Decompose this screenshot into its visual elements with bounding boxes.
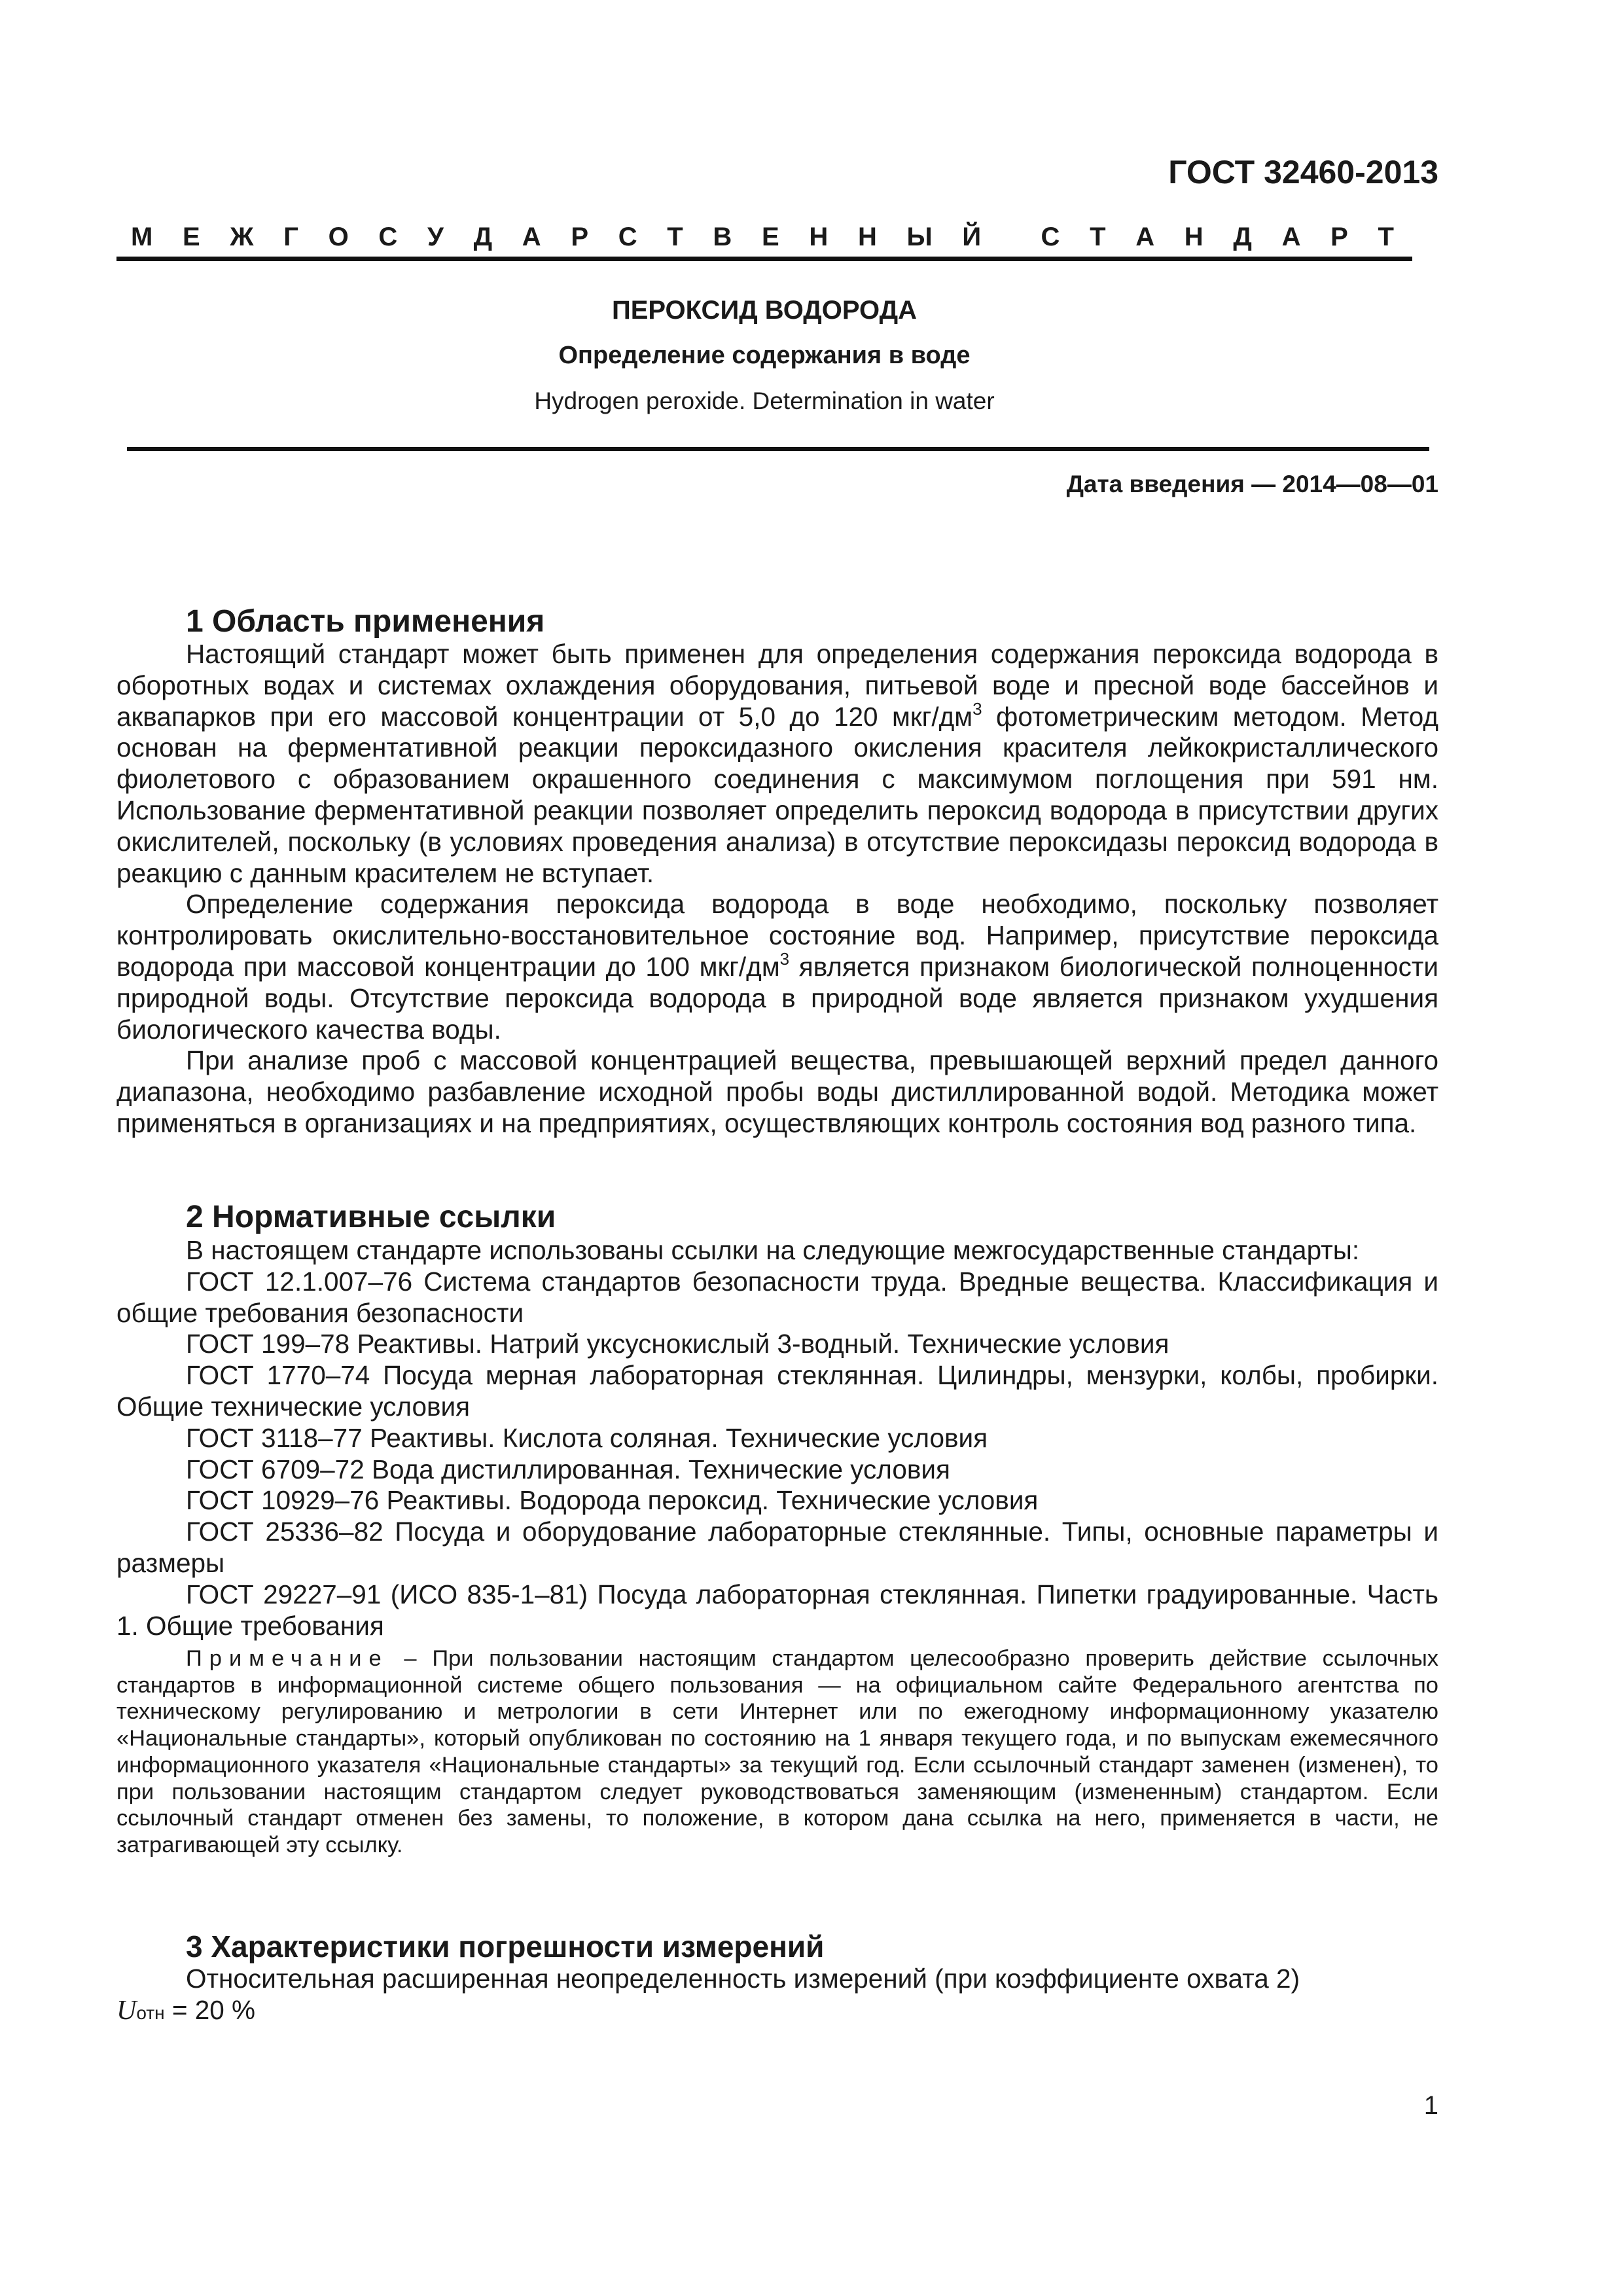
reference-item: ГОСТ 3118–77 Реактивы. Кислота соляная. Технические условия	[186, 1422, 988, 1453]
reference-item: ГОСТ 1770–74 Посуда мерная лабораторная стеклянная. Цилиндры, мензурки, колбы, пробирки. Общие технические условия	[116, 1360, 1438, 1422]
standard-subtitle: Определение содержания в воде	[558, 342, 971, 369]
banner-letter: Г	[283, 223, 298, 251]
banner-letter: А	[1281, 223, 1301, 251]
banner-letter: В	[713, 223, 732, 251]
banner-letter: Й	[962, 223, 982, 251]
header-rule	[116, 257, 1412, 261]
banner-letter: А	[522, 223, 541, 251]
note-text: – При пользовании настоящим стандартом целесообразно проверить действие ссылочных стандартов в информационной системе общего пользования — на официальном сайте Федерального агентства по техническому регулированию и метрологии в сети Интернет или по ежегодному информационному указателю «Национальные стандарты», который опубликован по состоянию на 1 января текущего года, и по выпускам ежемесячного информационного указателя «Национальные стандарты» за текущий год. Если ссылочный стандарт заменен (изменен), то при пользовании настоящим стандартом следует руководствоваться заменяющим (измененным) стандартом. Если ссылочный стандарт отменен без замены, то положение, в котором дана ссылка на него, применяется в части, не затрагивающей эту ссылку.	[116, 1646, 1438, 1857]
banner-letter: Ы	[906, 223, 933, 251]
reference-item: ГОСТ 29227–91 (ИСО 835-1–81) Посуда лабораторная стеклянная. Пипетки градуированные. Часть 1. Общие требования	[116, 1579, 1438, 1641]
section-2-heading: 2 Нормативные ссылки	[186, 1200, 556, 1234]
paragraph-text: Настоящий стандарт может быть применен для определения содержания пероксида водорода в оборотных водах и системах охлаждения оборудования, питьевой воде и пресной воде бассейнов и аквапарков при его массовой концентрации от 5,0 до 120 мкг/дм	[116, 639, 1438, 732]
superscript: 3	[972, 698, 982, 719]
banner-letter: Е	[762, 223, 779, 251]
banner-letter: Р	[1330, 223, 1348, 251]
reference-item: ГОСТ 199–78 Реактивы. Натрий уксуснокислый 3-водный. Технические условия	[186, 1329, 1169, 1359]
banner-letter: Н	[809, 223, 829, 251]
document-number: ГОСТ 32460-2013	[1168, 154, 1438, 190]
section-3-paragraph: Относительная расширенная неопределенность измерений (при коэффициенте охвата 2)	[186, 1964, 1300, 1994]
banner-letter: М	[131, 223, 153, 251]
u-value: = 20 %	[164, 1994, 256, 2025]
reference-item: ГОСТ 25336–82 Посуда и оборудование лабораторные стеклянные. Типы, основные параметры и размеры	[116, 1516, 1438, 1578]
banner-letter: Е	[183, 223, 200, 251]
section-1-body	[116, 639, 1438, 1139]
banner-letter: А	[1135, 223, 1155, 251]
section-3-heading: 3 Характеристики погрешности измерений	[186, 1929, 825, 1964]
section-3-body	[116, 1964, 1438, 2029]
banner-letter: Т	[1090, 223, 1106, 251]
section-1-paragraph	[116, 889, 1438, 1045]
uncertainty-value	[116, 1995, 1438, 2029]
banner-letter: Н	[1184, 223, 1204, 251]
banner-letter: Т	[1378, 223, 1394, 251]
section-2-intro: В настоящем стандарте использованы ссылки на следующие межгосударственные стандарты:	[186, 1235, 1360, 1265]
reference-item: ГОСТ 10929–76 Реактивы. Водорода пероксид. Технические условия	[186, 1485, 1039, 1516]
u-symbol: U	[116, 1995, 137, 2026]
banner-letter: С	[618, 223, 637, 251]
banner-letter: Н	[857, 223, 877, 251]
banner-letter: О	[328, 223, 349, 251]
section-1-heading: 1 Область применения	[186, 604, 545, 639]
standard-title-english: Hydrogen peroxide. Determination in water	[534, 387, 995, 414]
section-1-paragraph: При анализе проб с массовой концентрацией вещества, превышающей верхний предел данного диапазона, необходимо разбавление исходной пробы воды дистиллированной водой. Методика может применяться в организациях и на предприятиях, осуществляющих контроль состояния вод разного типа.	[116, 1045, 1438, 1138]
section-1-paragraph	[116, 639, 1438, 889]
paragraph-text: является признаком биологической полноценности природной воды. Отсутствие пероксида водорода в природной воде является признаком ухудшения биологического качества воды.	[116, 951, 1438, 1045]
paragraph-text: фотометрическим методом. Метод основан на ферментативной реакции пероксидазного окисления красителя лейкокристаллического фиолетового с образованием окрашенного соединения с максимумом поглощения при 591 нм. Использование ферментативной реакции позволяет определить пероксид водорода в присутствии других окислителей, поскольку (в условиях проведения анализа) в отсутствие пероксидазы пероксид водорода в реакцию с данным красителем не вступает.	[116, 701, 1438, 888]
note-paragraph	[116, 1645, 1438, 1859]
standard-title: ПЕРОКСИД ВОДОРОДА	[611, 296, 918, 325]
superscript: 3	[779, 948, 790, 969]
title-rule	[127, 447, 1429, 451]
page-number: 1	[1423, 2091, 1438, 2120]
banner-letter: У	[427, 223, 444, 251]
banner-letter: С	[378, 223, 398, 251]
section-2-note	[116, 1645, 1438, 1859]
u-subscript: отн	[136, 2002, 165, 2023]
introduction-date: Дата введения — 2014—08—01	[1066, 471, 1438, 497]
banner-letter: Д	[473, 223, 493, 251]
banner-letter: Д	[1233, 223, 1252, 251]
banner-letter: Т	[667, 223, 683, 251]
banner-letter: Ж	[230, 223, 254, 251]
reference-item: ГОСТ 6709–72 Вода дистиллированная. Технические условия	[186, 1454, 950, 1484]
banner-letter: Р	[571, 223, 589, 251]
note-label: Примечание	[186, 1646, 389, 1671]
section-2-body	[116, 1235, 1438, 1641]
banner-letter: С	[1041, 223, 1060, 251]
interstate-standard-banner	[131, 223, 1394, 252]
reference-item: ГОСТ 12.1.007–76 Система стандартов безопасности труда. Вредные вещества. Классификация и общие требования безопасности	[116, 1266, 1438, 1328]
paragraph-text: Определение содержания пероксида водорода в воде необходимо, поскольку позволяет контролировать окислительно-восстановительное состояние вод. Например, присутствие пероксида водорода при массовой концентрации до 100 мкг/дм	[116, 889, 1438, 982]
